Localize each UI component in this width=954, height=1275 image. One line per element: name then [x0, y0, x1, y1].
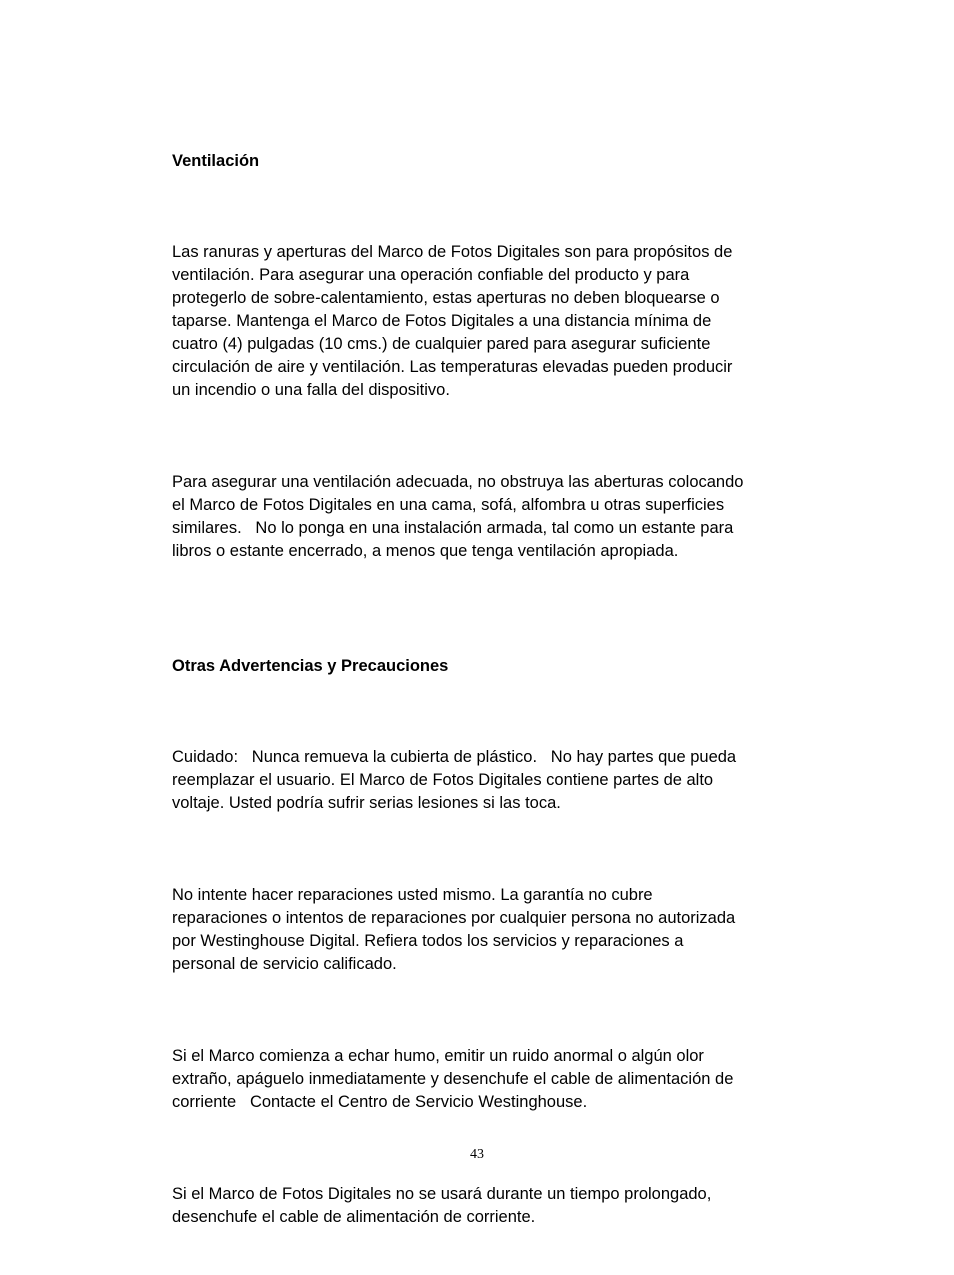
- paragraph-prolonged-disuse: Si el Marco de Fotos Digitales no se usará durante un tiempo prolongado, desenchufe el cable de alimentación de corriente.: [172, 1185, 712, 1226]
- page-number: 43: [470, 1147, 484, 1162]
- paragraph-ventilation-openings: Las ranuras y aperturas del Marco de Fotos Digitales son para propósitos de ventilación. Para asegurar una operación confiable del producto y para protegerlo de sobre-calentamiento, estas aperturas no deben bloquearse o taparse. Mantenga el Marco de Fotos Digitales a una distancia mínima de cuatro (4) pulgadas (10 cms.) de cualquier pared para asegurar suficiente circulación de aire y ventilación. Las temperaturas elevadas pueden producir un incendio o una falla del dispositivo.: [172, 243, 733, 399]
- section-heading-warnings: Otras Advertencias y Precauciones: [172, 657, 449, 675]
- section-heading-ventilacion: Ventilación: [172, 152, 260, 170]
- paragraph-ventilation-obstruction: Para asegurar una ventilación adecuada, no obstruya las aberturas colocando el Marco de Fotos Digitales en una cama, sofá, alfombra u otras superficies similares. No lo ponga en una instalación armada, tal como un estante para libros o estante encerrado, a menos que tenga ventilación apropiada.: [172, 473, 744, 560]
- paragraph-no-repairs: No intente hacer reparaciones usted mismo. La garantía no cubre reparaciones o intentos de reparaciones por cualquier persona no autorizada por Westinghouse Digital. Refiera todos los servicios y reparaciones a personal de servicio calificado.: [172, 886, 736, 973]
- paragraph-caution-cover: Cuidado: Nunca remueva la cubierta de plástico. No hay partes que pueda reemplazar el usuario. El Marco de Fotos Digitales contiene partes de alto voltaje. Usted podría sufrir serias lesiones si las toca.: [172, 748, 737, 812]
- paragraph-smoke-noise: Si el Marco comienza a echar humo, emitir un ruido anormal o algún olor extraño, apáguelo inmediatamente y desenchufe el cable de alimentación de corriente Contacte el Centro de Servicio Westinghouse.: [172, 1047, 734, 1111]
- document-body: [172, 104, 792, 1275]
